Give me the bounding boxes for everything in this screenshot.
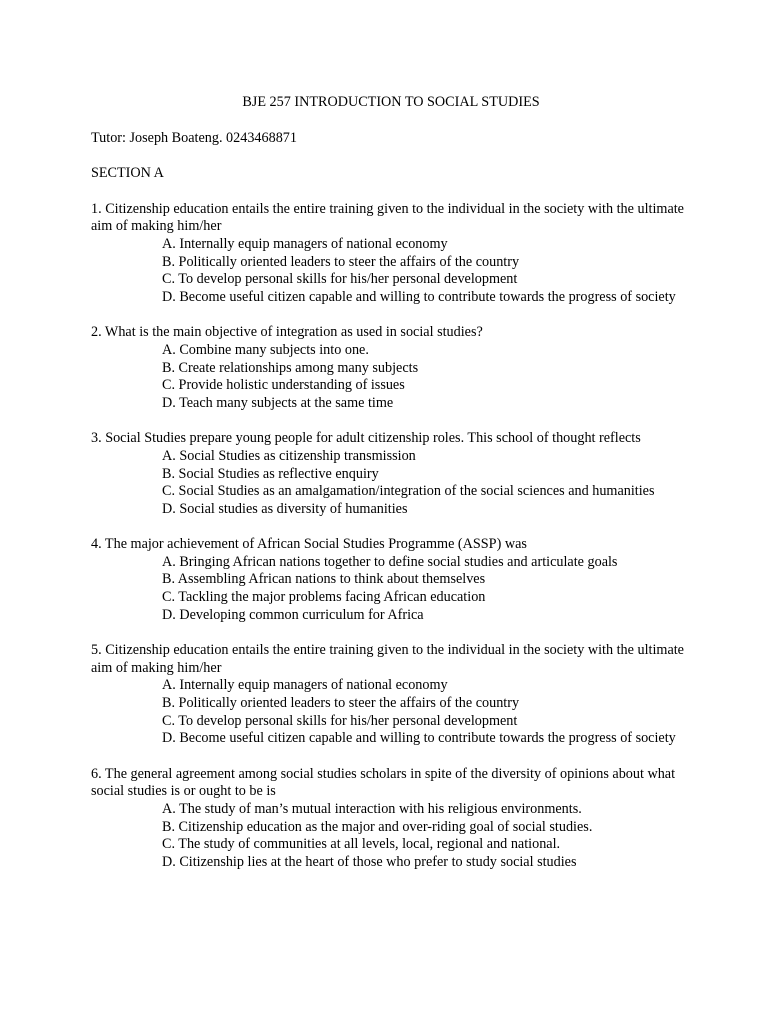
option-list [91, 236, 691, 306]
option-c: C. Tackling the major problems facing African education [162, 589, 486, 606]
option-d: D. Become useful citizen capable and willing to contribute towards the progress of society [162, 730, 676, 747]
option-b: B. Politically oriented leaders to steer the affairs of the country [162, 253, 520, 270]
option-c: C. The study of communities at all levels, local, regional and national. [162, 836, 561, 853]
question-5 [91, 642, 691, 748]
option-a: A. The study of man’s mutual interaction with his religious environments. [162, 801, 582, 817]
option-a: A. Internally equip managers of national economy [162, 235, 448, 252]
question-3 [91, 430, 691, 518]
option-a: A. Combine many subjects into one. [162, 341, 369, 358]
option-list [91, 677, 691, 747]
option-list [91, 554, 691, 624]
option-b: B. Social Studies as reflective enquiry [162, 465, 379, 482]
question-stem: 4. The major achievement of African Social Studies Programme (ASSP) was [91, 536, 527, 553]
option-d: D. Teach many subjects at the same time [162, 394, 394, 411]
option-b: B. Citizenship education as the major and over-riding goal of social studies. [162, 818, 593, 835]
question-6 [91, 766, 691, 872]
tutor-line: Tutor: Joseph Boateng. 0243468871 [91, 129, 297, 146]
option-list [91, 801, 691, 871]
question-1 [91, 201, 691, 307]
option-d: D. Become useful citizen capable and willing to contribute towards the progress of society [162, 288, 676, 305]
option-d: D. Developing common curriculum for Africa [162, 606, 424, 623]
option-b: B. Assembling African nations to think about themselves [162, 571, 486, 588]
question-stem: 1. Citizenship education entails the entire training given to the individual in the society with the ultimate aim of making him/her [91, 200, 684, 235]
question-stem: 5. Citizenship education entails the entire training given to the individual in the society with the ultimate aim of making him/her [91, 642, 684, 676]
option-c: C. Social Studies as an amalgamation/integration of the social sciences and humanities [162, 483, 655, 500]
question-stem: 3. Social Studies prepare young people for adult citizenship roles. This school of thought reflects [91, 430, 641, 447]
option-c: C. Provide holistic understanding of issues [162, 377, 405, 394]
option-c: C. To develop personal skills for his/her personal development [162, 271, 518, 288]
document-page [91, 94, 691, 871]
option-d: D. Social studies as diversity of humanities [162, 500, 408, 517]
option-d: D. Citizenship lies at the heart of those who prefer to study social studies [162, 853, 577, 870]
option-a: A. Internally equip managers of national economy [162, 677, 448, 694]
option-a: A. Social Studies as citizenship transmission [162, 447, 416, 464]
question-stem: 2. What is the main objective of integration as used in social studies? [91, 324, 483, 341]
option-list [91, 448, 691, 518]
section-heading: SECTION A [91, 165, 164, 182]
option-list [91, 342, 691, 412]
question-4 [91, 536, 691, 624]
question-2 [91, 324, 691, 412]
option-b: B. Politically oriented leaders to steer the affairs of the country [162, 695, 520, 712]
option-a: A. Bringing African nations together to define social studies and articulate goals [162, 553, 618, 570]
question-stem: 6. The general agreement among social studies scholars in spite of the diversity of opinions about what social studies is or ought to be is [91, 765, 676, 800]
document-title: BJE 257 INTRODUCTION TO SOCIAL STUDIES [242, 94, 540, 110]
option-c: C. To develop personal skills for his/her personal development [162, 712, 518, 729]
option-b: B. Create relationships among many subjects [162, 359, 419, 376]
